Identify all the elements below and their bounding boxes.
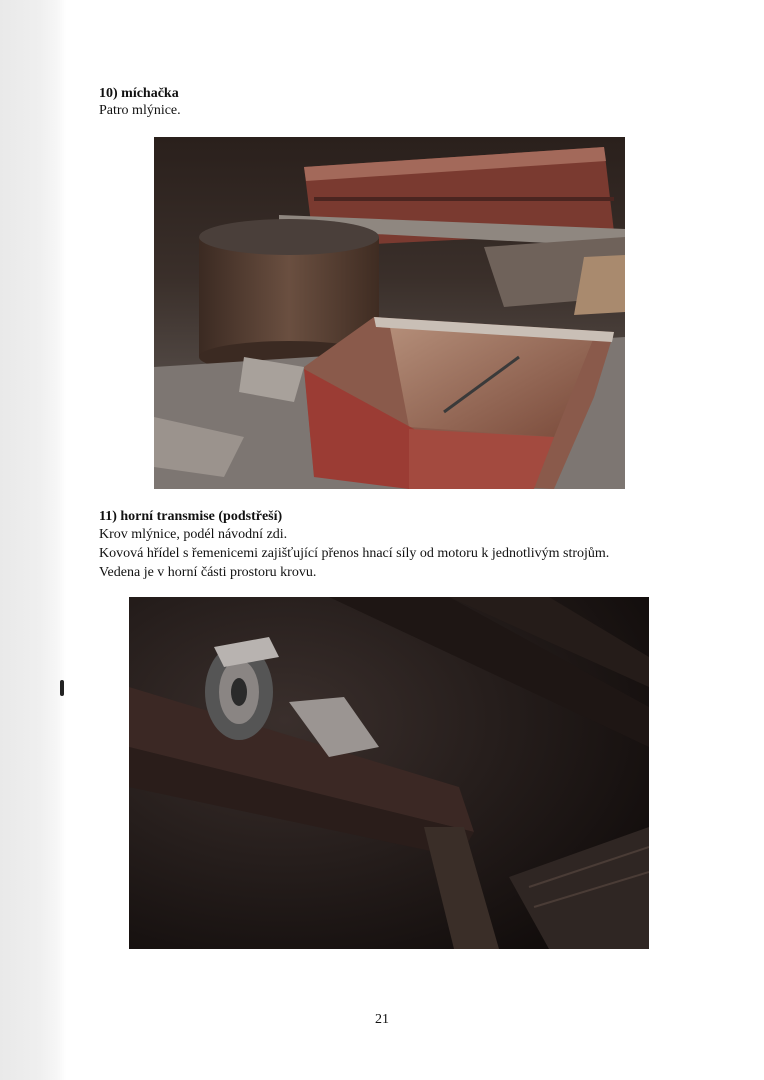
section-heading: 11) horní transmise (podstřeší) <box>99 509 283 524</box>
page-number: 21 <box>375 1012 389 1027</box>
section-text-line: Vedena je v horní části prostoru krovu. <box>99 565 317 580</box>
section-text-line: Krov mlýnice, podél návodní zdi. <box>99 527 288 542</box>
section-text-line: Kovová hřídel s řemenicemi zajišťující přenos hnací síly od motoru k jednotlivým strojům. <box>99 546 610 561</box>
scan-mark <box>60 680 64 696</box>
section-heading: 10) míchačka <box>99 86 179 101</box>
scan-edge <box>0 0 66 1080</box>
mixer-photo <box>154 137 625 489</box>
section-text-line: Patro mlýnice. <box>99 103 181 118</box>
transmission-photo <box>129 597 649 949</box>
